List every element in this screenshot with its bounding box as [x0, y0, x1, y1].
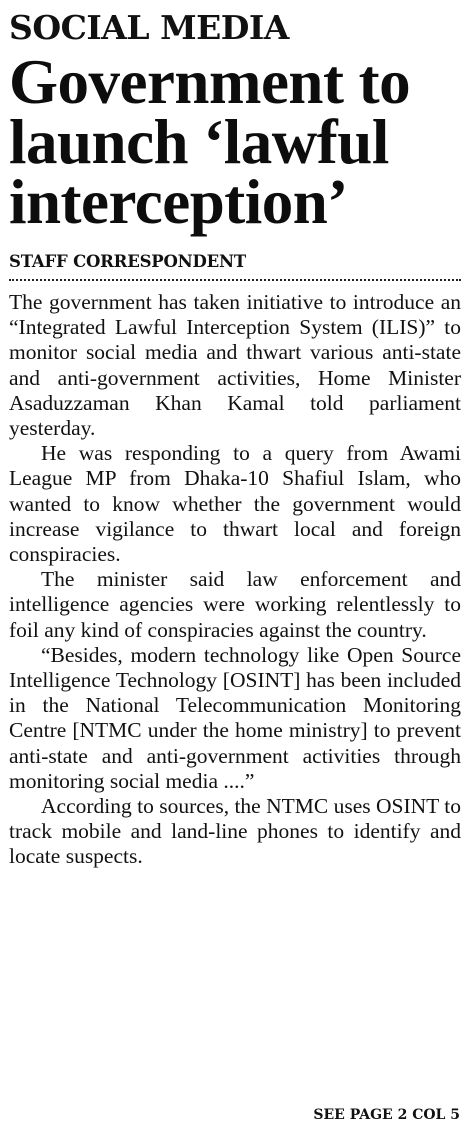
article: [9, 8, 461, 870]
headline: Government to launch ‘lawful interception’: [9, 47, 411, 237]
dotted-divider: [9, 279, 461, 281]
article-body: [9, 290, 461, 870]
paragraph-5: According to sources, the NTMC uses OSINT to track mobile and land-line phones to identify and locate suspects.: [9, 794, 461, 869]
paragraph-3: The minister said law enforcement and intelligence agencies were working relentlessly to foil any kind of conspiracies against the country.: [9, 567, 461, 642]
byline: STAFF CORRESPONDENT: [9, 252, 246, 271]
continuation-link[interactable]: SEE PAGE 2 COL 5: [313, 1107, 460, 1123]
paragraph-4: “Besides, modern technology like Open Source Intelligence Technology [OSINT] has been included in the National Telecommunication Monitoring Centre [NTMC under the home ministry] to prevent anti-state and anti-government activities through monitoring social media ....”: [9, 642, 461, 793]
paragraph-1: The government has taken initiative to introduce an “Integrated Lawful Interception System (ILIS)” to monitor social media and thwart various anti-state and anti-government activities, Home Minister Asaduzzaman Khan Kamal told parliament yesterday.: [9, 290, 461, 441]
paragraph-2: He was responding to a query from Awami League MP from Dhaka-10 Shafiul Islam, who wanted to know whether the government would increase vigilance to thwart local and foreign conspiracies.: [9, 441, 461, 567]
section-kicker: SOCIAL MEDIA: [9, 8, 289, 47]
